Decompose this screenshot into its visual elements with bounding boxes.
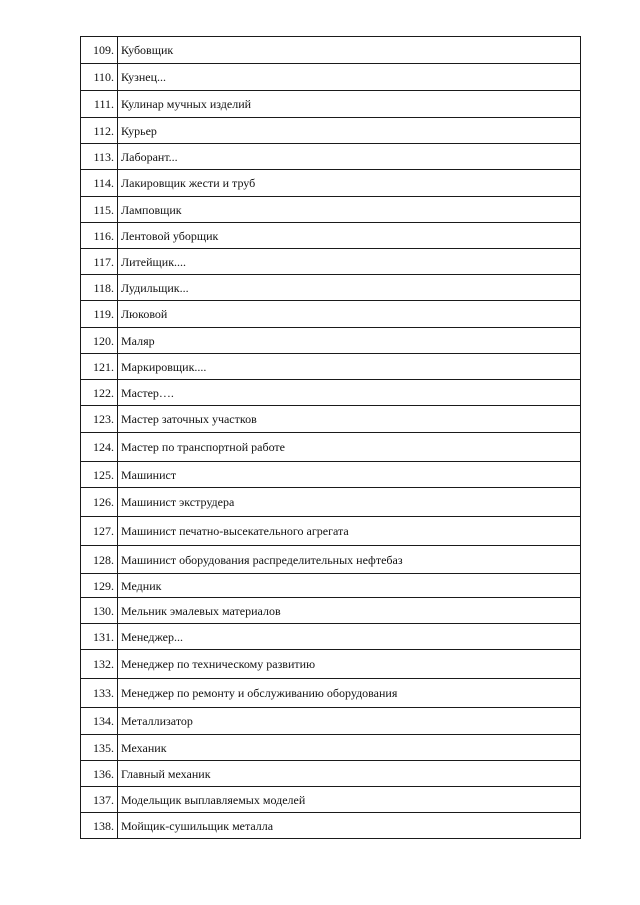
- profession-name: Курьер: [118, 118, 581, 144]
- row-number: 133.: [81, 679, 118, 708]
- table-row: [81, 708, 581, 735]
- profession-name: Машинист печатно-высекательного агрегата: [118, 517, 581, 546]
- profession-name: Менеджер по ремонту и обслуживанию оборудования: [118, 679, 581, 708]
- row-number: 131.: [81, 624, 118, 650]
- table-row: [81, 380, 581, 406]
- row-number: 127.: [81, 517, 118, 546]
- table-row: [81, 624, 581, 650]
- table-row: [81, 328, 581, 354]
- profession-name: Машинист оборудования распределительных нефтебаз: [118, 546, 581, 574]
- table-row: [81, 37, 581, 64]
- profession-name: Мельник эмалевых материалов: [118, 598, 581, 624]
- table-row: [81, 144, 581, 170]
- profession-name: Мойщик-сушильщик металла: [118, 813, 581, 839]
- row-number: 134.: [81, 708, 118, 735]
- row-number: 116.: [81, 223, 118, 249]
- profession-name: Кубовщик: [118, 37, 581, 64]
- row-number: 111.: [81, 91, 118, 118]
- row-number: 119.: [81, 301, 118, 328]
- profession-name: Менеджер...: [118, 624, 581, 650]
- table-row: [81, 249, 581, 275]
- profession-name: Машинист экструдера: [118, 488, 581, 517]
- table-row: [81, 354, 581, 380]
- table-row: [81, 517, 581, 546]
- profession-name: Маркировщик....: [118, 354, 581, 380]
- profession-table-body: [81, 37, 581, 839]
- table-row: [81, 406, 581, 433]
- row-number: 130.: [81, 598, 118, 624]
- row-number: 125.: [81, 462, 118, 488]
- row-number: 110.: [81, 64, 118, 91]
- table-row: [81, 574, 581, 598]
- row-number: 124.: [81, 433, 118, 462]
- table-row: [81, 813, 581, 839]
- table-row: [81, 598, 581, 624]
- table-row: [81, 761, 581, 787]
- table-row: [81, 433, 581, 462]
- row-number: 115.: [81, 197, 118, 223]
- profession-name: Лентовой уборщик: [118, 223, 581, 249]
- row-number: 136.: [81, 761, 118, 787]
- row-number: 135.: [81, 735, 118, 761]
- row-number: 109.: [81, 37, 118, 64]
- table-row: [81, 64, 581, 91]
- table-row: [81, 787, 581, 813]
- profession-name: Литейщик....: [118, 249, 581, 275]
- row-number: 128.: [81, 546, 118, 574]
- row-number: 117.: [81, 249, 118, 275]
- profession-name: Кузнец...: [118, 64, 581, 91]
- profession-name: Модельщик выплавляемых моделей: [118, 787, 581, 813]
- profession-name: Мастер….: [118, 380, 581, 406]
- table-row: [81, 679, 581, 708]
- profession-name: Металлизатор: [118, 708, 581, 735]
- profession-name: Лакировщик жести и труб: [118, 170, 581, 197]
- profession-name: Кулинар мучных изделий: [118, 91, 581, 118]
- table-row: [81, 735, 581, 761]
- profession-table: [80, 36, 581, 839]
- profession-name: Лудильщик...: [118, 275, 581, 301]
- row-number: 122.: [81, 380, 118, 406]
- profession-name: Лаборант...: [118, 144, 581, 170]
- table-row: [81, 170, 581, 197]
- profession-name: Люковой: [118, 301, 581, 328]
- row-number: 123.: [81, 406, 118, 433]
- row-number: 114.: [81, 170, 118, 197]
- row-number: 118.: [81, 275, 118, 301]
- profession-name: Ламповщик: [118, 197, 581, 223]
- table-row: [81, 91, 581, 118]
- row-number: 129.: [81, 574, 118, 598]
- row-number: 112.: [81, 118, 118, 144]
- row-number: 121.: [81, 354, 118, 380]
- row-number: 113.: [81, 144, 118, 170]
- profession-name: Мастер по транспортной работе: [118, 433, 581, 462]
- table-row: [81, 488, 581, 517]
- row-number: 126.: [81, 488, 118, 517]
- profession-name: Механик: [118, 735, 581, 761]
- table-row: [81, 118, 581, 144]
- table-row: [81, 462, 581, 488]
- row-number: 120.: [81, 328, 118, 354]
- row-number: 138.: [81, 813, 118, 839]
- profession-name: Машинист: [118, 462, 581, 488]
- table-row: [81, 650, 581, 679]
- table-row: [81, 197, 581, 223]
- profession-name: Менеджер по техническому развитию: [118, 650, 581, 679]
- table-row: [81, 301, 581, 328]
- table-row: [81, 223, 581, 249]
- profession-name: Маляр: [118, 328, 581, 354]
- table-row: [81, 546, 581, 574]
- profession-name: Мастер заточных участков: [118, 406, 581, 433]
- row-number: 137.: [81, 787, 118, 813]
- profession-name: Медник: [118, 574, 581, 598]
- profession-name: Главный механик: [118, 761, 581, 787]
- table-row: [81, 275, 581, 301]
- row-number: 132.: [81, 650, 118, 679]
